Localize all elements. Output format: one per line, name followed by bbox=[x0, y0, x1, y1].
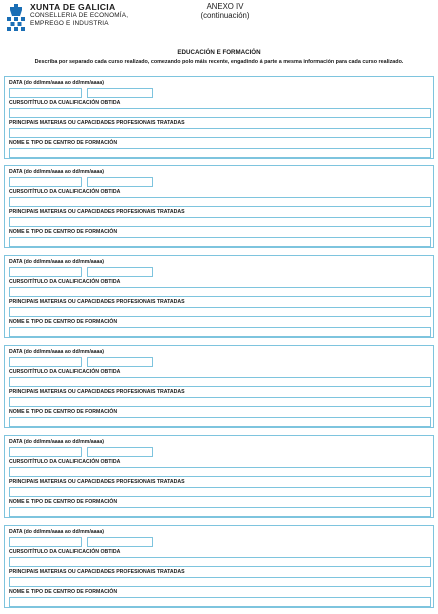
annex-subtitle: (continuación) bbox=[200, 11, 250, 20]
date-from-field[interactable] bbox=[9, 177, 82, 187]
date-to-field[interactable] bbox=[87, 357, 153, 367]
annex-title: ANEXO IV bbox=[206, 2, 244, 11]
course-label: CURSO/TÍTULO DA CUALIFICACIÓN OBTIDA bbox=[9, 549, 121, 555]
training-block bbox=[4, 165, 434, 248]
course-field[interactable] bbox=[9, 108, 431, 118]
subjects-field[interactable] bbox=[9, 307, 431, 317]
date-to-field[interactable] bbox=[87, 88, 153, 98]
org-department-line2: EMPREGO E INDUSTRIA bbox=[30, 19, 109, 27]
course-field[interactable] bbox=[9, 377, 431, 387]
section-instructions: Describa por separado cada curso realizado, comezando polo máis recente, engadindo á parte a mesma información para cada curso realizado. bbox=[34, 59, 404, 65]
subjects-label: PRINCIPAIS MATERIAS OU CAPACIDADES PROFESIONAIS TRATADAS bbox=[9, 389, 185, 395]
date-from-field[interactable] bbox=[9, 537, 82, 547]
course-field[interactable] bbox=[9, 197, 431, 207]
center-field[interactable] bbox=[9, 327, 431, 337]
course-label: CURSO/TÍTULO DA CUALIFICACIÓN OBTIDA bbox=[9, 100, 121, 106]
date-label: DATA (do dd/mm/aaaa ao dd/mm/aaaa) bbox=[9, 529, 105, 535]
date-from-field[interactable] bbox=[9, 357, 82, 367]
date-to-field[interactable] bbox=[87, 177, 153, 187]
date-from-field[interactable] bbox=[9, 447, 82, 457]
center-label: NOME E TIPO DE CENTRO DE FORMACIÓN bbox=[9, 319, 118, 325]
center-label: NOME E TIPO DE CENTRO DE FORMACIÓN bbox=[9, 499, 118, 505]
course-label: CURSO/TÍTULO DA CUALIFICACIÓN OBTIDA bbox=[9, 279, 121, 285]
subjects-field[interactable] bbox=[9, 577, 431, 587]
subjects-field[interactable] bbox=[9, 217, 431, 227]
xunta-logo-icon bbox=[4, 4, 28, 32]
subjects-field[interactable] bbox=[9, 487, 431, 497]
training-block bbox=[4, 345, 434, 428]
org-title: XUNTA DE GALICIA bbox=[30, 2, 116, 12]
annex-heading bbox=[175, 2, 275, 20]
subjects-label: PRINCIPAIS MATERIAS OU CAPACIDADES PROFESIONAIS TRATADAS bbox=[9, 569, 185, 575]
date-from-field[interactable] bbox=[9, 88, 82, 98]
center-field[interactable] bbox=[9, 237, 431, 247]
center-label: NOME E TIPO DE CENTRO DE FORMACIÓN bbox=[9, 229, 118, 235]
course-label: CURSO/TÍTULO DA CUALIFICACIÓN OBTIDA bbox=[9, 369, 121, 375]
subjects-field[interactable] bbox=[9, 128, 431, 138]
date-to-field[interactable] bbox=[87, 447, 153, 457]
course-label: CURSO/TÍTULO DA CUALIFICACIÓN OBTIDA bbox=[9, 189, 121, 195]
date-label: DATA (do dd/mm/aaaa ao dd/mm/aaaa) bbox=[9, 80, 105, 86]
center-label: NOME E TIPO DE CENTRO DE FORMACIÓN bbox=[9, 409, 118, 415]
training-block bbox=[4, 255, 434, 338]
section-title: EDUCACIÓN E FORMACIÓN bbox=[177, 49, 261, 56]
center-label: NOME E TIPO DE CENTRO DE FORMACIÓN bbox=[9, 140, 118, 146]
subjects-label: PRINCIPAIS MATERIAS OU CAPACIDADES PROFESIONAIS TRATADAS bbox=[9, 479, 185, 485]
center-label: NOME E TIPO DE CENTRO DE FORMACIÓN bbox=[9, 589, 118, 595]
subjects-label: PRINCIPAIS MATERIAS OU CAPACIDADES PROFESIONAIS TRATADAS bbox=[9, 299, 185, 305]
date-to-field[interactable] bbox=[87, 537, 153, 547]
course-field[interactable] bbox=[9, 467, 431, 477]
date-to-field[interactable] bbox=[87, 267, 153, 277]
date-label: DATA (do dd/mm/aaaa ao dd/mm/aaaa) bbox=[9, 439, 105, 445]
page-header bbox=[0, 0, 438, 44]
course-field[interactable] bbox=[9, 287, 431, 297]
date-from-field[interactable] bbox=[9, 267, 82, 277]
date-label: DATA (do dd/mm/aaaa ao dd/mm/aaaa) bbox=[9, 349, 105, 355]
center-field[interactable] bbox=[9, 597, 431, 607]
course-field[interactable] bbox=[9, 557, 431, 567]
date-label: DATA (do dd/mm/aaaa ao dd/mm/aaaa) bbox=[9, 169, 105, 175]
center-field[interactable] bbox=[9, 148, 431, 158]
org-name bbox=[30, 2, 128, 27]
date-label: DATA (do dd/mm/aaaa ao dd/mm/aaaa) bbox=[9, 259, 105, 265]
org-department-line1: CONSELLERIA DE ECONOMÍA, bbox=[30, 12, 129, 19]
training-block bbox=[4, 435, 434, 518]
center-field[interactable] bbox=[9, 417, 431, 427]
subjects-label: PRINCIPAIS MATERIAS OU CAPACIDADES PROFESIONAIS TRATADAS bbox=[9, 120, 185, 126]
training-block bbox=[4, 76, 434, 159]
course-label: CURSO/TÍTULO DA CUALIFICACIÓN OBTIDA bbox=[9, 459, 121, 465]
subjects-field[interactable] bbox=[9, 397, 431, 407]
center-field[interactable] bbox=[9, 507, 431, 517]
subjects-label: PRINCIPAIS MATERIAS OU CAPACIDADES PROFESIONAIS TRATADAS bbox=[9, 209, 185, 215]
training-block bbox=[4, 525, 434, 608]
